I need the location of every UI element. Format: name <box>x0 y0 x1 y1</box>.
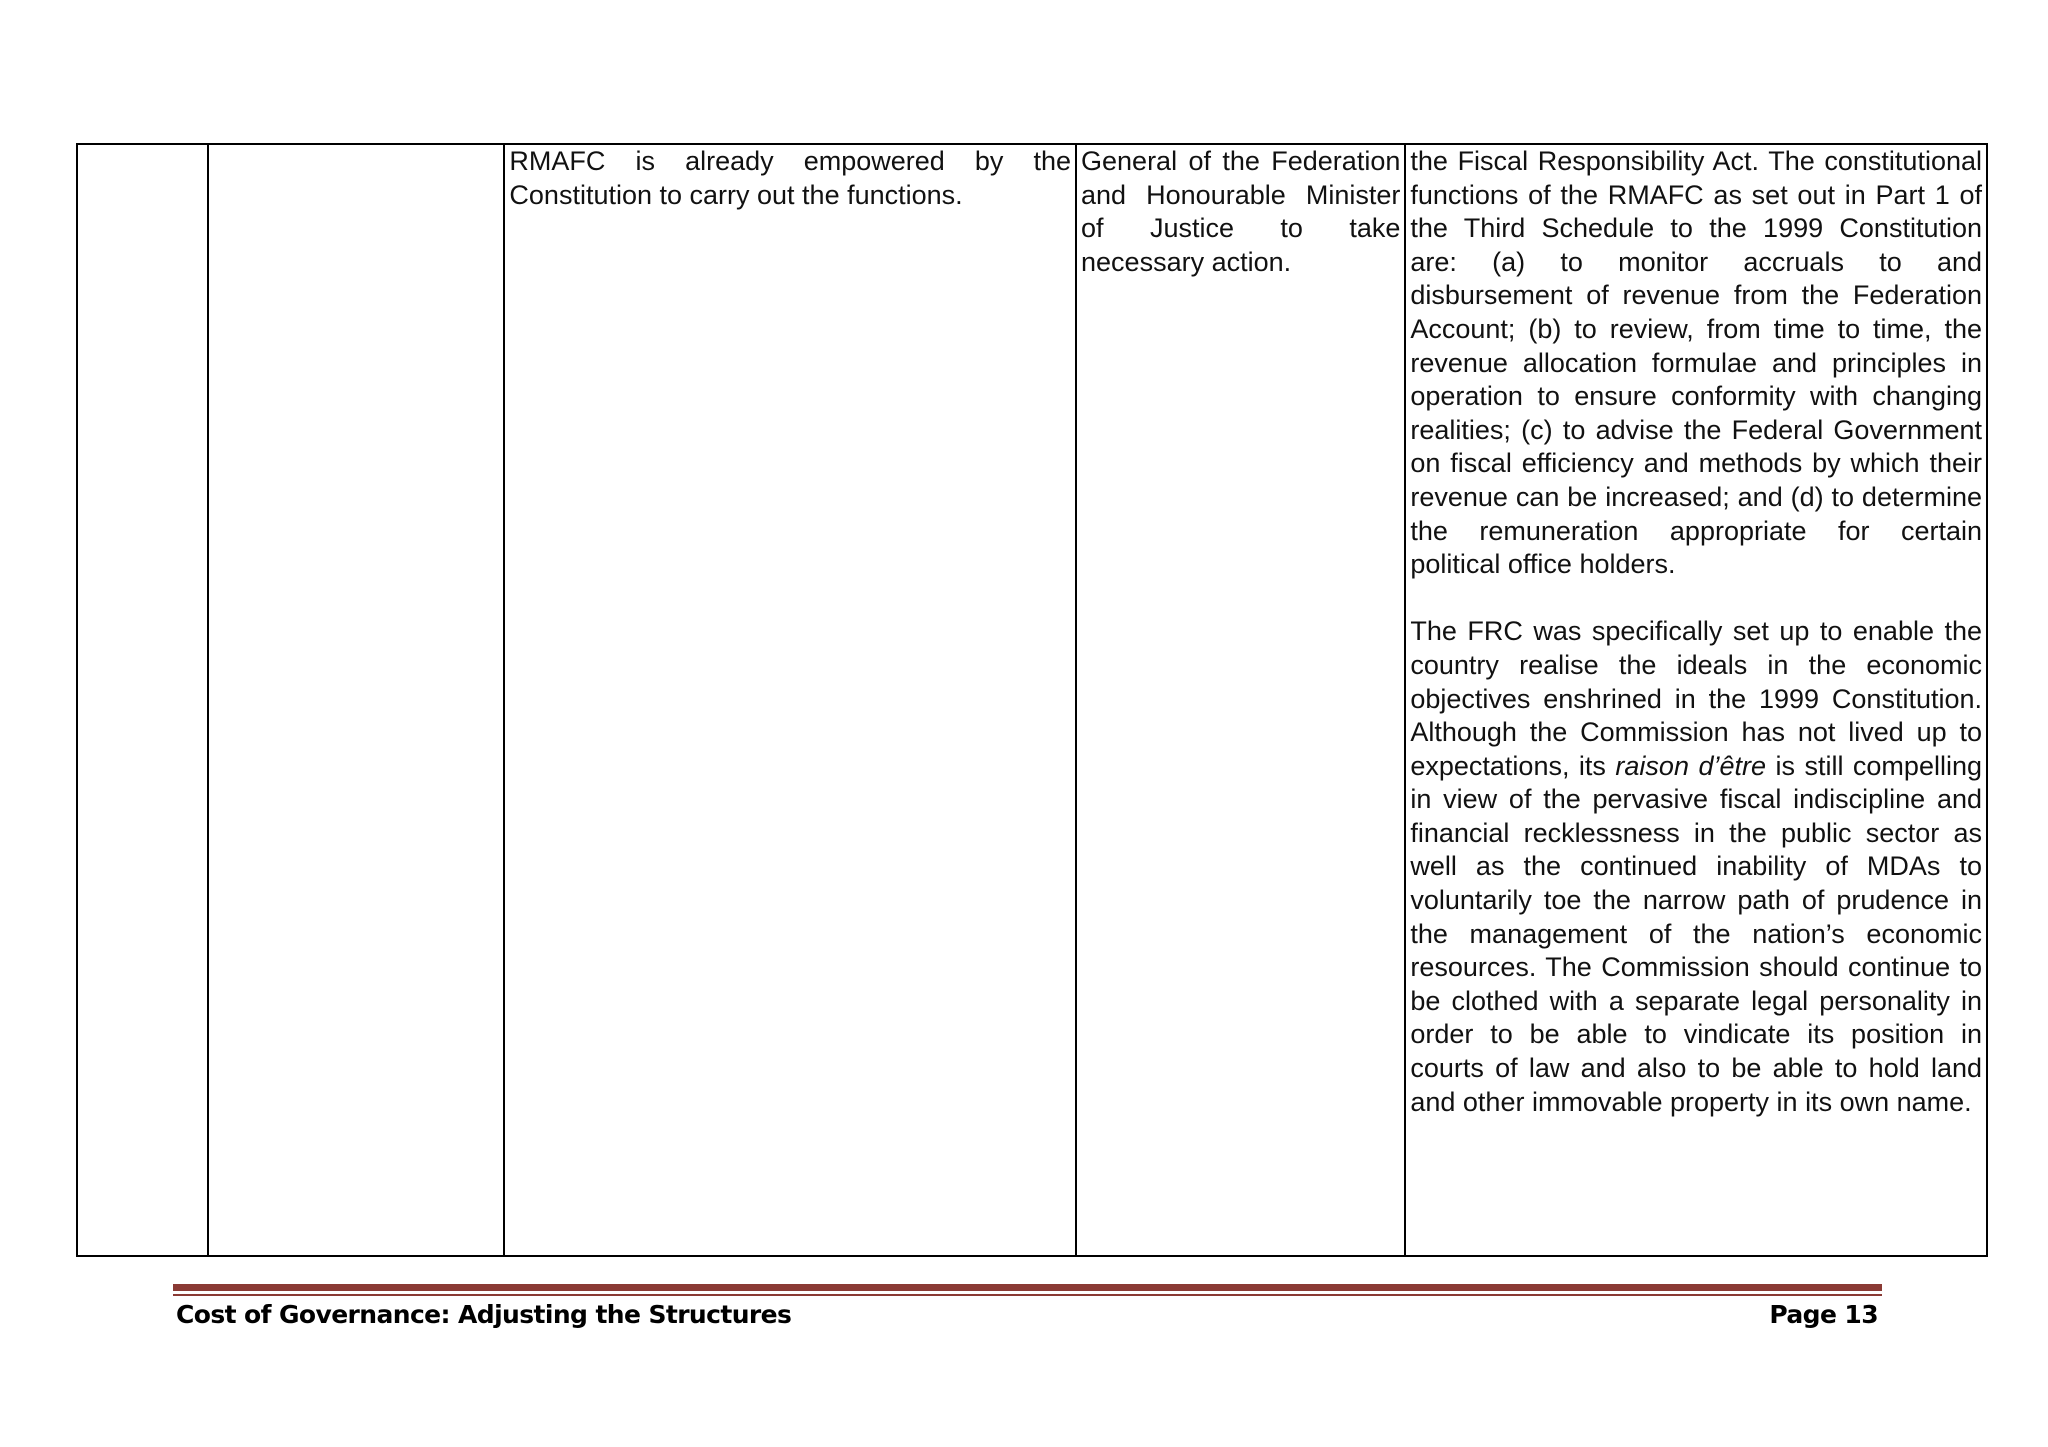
table-cell-col4 <box>1076 144 1405 1256</box>
italic-phrase: raison d’être <box>1615 750 1766 781</box>
paragraph-2-text-start: The FRC was specifically set up to enable the country realise the ideals in the economic objectives enshrined in the 1999 Constitution. Although the Commission has not lived up to expectations, its <box>1410 616 1982 781</box>
footer-page-number: Page 13 <box>1769 1300 1878 1329</box>
recommendations-table <box>76 143 1988 1257</box>
table-cell-col2 <box>208 144 504 1256</box>
paragraph-gap <box>1410 582 1982 616</box>
footer-document-title: Cost of Governance: Adjusting the Structures <box>176 1300 792 1329</box>
cell-paragraph-2 <box>1410 615 1982 1119</box>
table-row <box>77 144 1987 1256</box>
cell-text: General of the Federation and Honourable Minister of Justice to take necessary action. <box>1081 146 1401 277</box>
table-cell-col5 <box>1405 144 1987 1256</box>
paragraph-2-text-end: is still compelling in view of the pervasive fiscal indiscipline and financial recklessness in the public sector as well as the continued inability of MDAs to voluntarily toe the narrow path of prudence in the management of the nation’s economic resources. The Commission should continue to be clothed with a separate legal personality in order to be able to vindicate its position in courts of law and also to be able to hold land and other immovable property in its own name. <box>1410 750 1982 1117</box>
table-cell-col3 <box>504 144 1076 1256</box>
footer-rule-thick <box>173 1284 1882 1291</box>
cell-paragraph-1: the Fiscal Responsibility Act. The constitutional functions of the RMAFC as set out in Part 1 of the Third Schedule to the 1999 Constitution are: (a) to monitor accruals to and disbursement of revenue from the Federation Account; (b) to review, from time to time, the revenue allocation formulae and principles in operation to ensure conformity with changing realities; (c) to advise the Federal Government on fiscal efficiency and methods by which their revenue can be increased; and (d) to determine the remuneration appropriate for certain political office holders. <box>1410 146 1982 580</box>
cell-text: RMAFC is already empowered by the Constitution to carry out the functions. <box>509 146 1072 210</box>
footer-rule-thin <box>173 1294 1882 1296</box>
table-cell-col1 <box>77 144 208 1256</box>
